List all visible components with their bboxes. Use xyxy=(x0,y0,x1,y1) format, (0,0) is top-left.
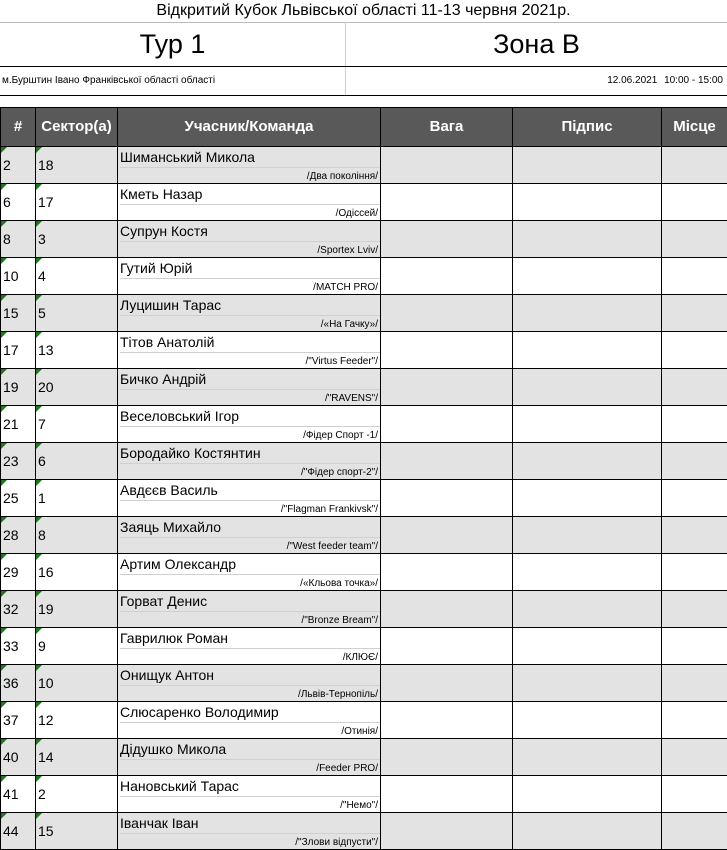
info-divider xyxy=(345,67,346,95)
team-name: /"RAVENS"/ xyxy=(325,393,378,404)
participant-cell xyxy=(118,517,381,554)
participant-name: Гаврилюк Роман xyxy=(120,630,228,646)
table-row xyxy=(1,480,727,517)
place-cell[interactable] xyxy=(662,554,727,591)
participant-name: Дідушко Микола xyxy=(120,741,226,757)
team-name: /Львів-Тернопіль/ xyxy=(298,689,378,700)
team-name: /"Flagman Frankivsk"/ xyxy=(281,504,378,515)
weight-cell[interactable] xyxy=(381,480,513,517)
table-header-row xyxy=(1,108,727,147)
zone-label: Зона В xyxy=(346,22,727,66)
place-cell[interactable] xyxy=(662,406,727,443)
participant-name: Бородайко Костянтин xyxy=(120,445,261,461)
table-row xyxy=(1,147,727,184)
name-underline xyxy=(120,426,380,427)
signature-cell[interactable] xyxy=(513,739,662,776)
weight-cell[interactable] xyxy=(381,628,513,665)
table-row xyxy=(1,258,727,295)
signature-cell[interactable] xyxy=(513,776,662,813)
sector-number: 15 xyxy=(36,813,118,850)
sector-number: 14 xyxy=(36,739,118,776)
name-underline xyxy=(120,722,380,723)
place-cell[interactable] xyxy=(662,665,727,702)
place-cell[interactable] xyxy=(662,221,727,258)
participant-number: 33 xyxy=(1,628,36,665)
sector-number: 13 xyxy=(36,332,118,369)
table-row xyxy=(1,406,727,443)
participant-number: 6 xyxy=(1,184,36,221)
participant-name: Заяць Михайло xyxy=(120,519,221,535)
date-time xyxy=(603,75,723,86)
name-underline xyxy=(120,278,380,279)
participant-name: Іванчак Іван xyxy=(120,815,198,831)
participant-cell xyxy=(118,776,381,813)
participant-cell xyxy=(118,406,381,443)
sector-number: 20 xyxy=(36,369,118,406)
participant-number: 15 xyxy=(1,295,36,332)
name-underline xyxy=(120,648,380,649)
participant-number: 29 xyxy=(1,554,36,591)
page-title: Відкритий Кубок Львівської області 11-13 червня 2021р. xyxy=(0,0,727,23)
sector-number: 9 xyxy=(36,628,118,665)
info-row xyxy=(0,67,727,96)
table-row xyxy=(1,369,727,406)
place-cell[interactable] xyxy=(662,332,727,369)
signature-cell[interactable] xyxy=(513,554,662,591)
table-row xyxy=(1,554,727,591)
participant-number: 17 xyxy=(1,332,36,369)
participant-name: Авдєєв Василь xyxy=(120,482,218,498)
participant-name: Кметь Назар xyxy=(120,186,202,202)
participant-name: Слюсаренко Володимир xyxy=(120,704,279,720)
table-row xyxy=(1,221,727,258)
table-row xyxy=(1,628,727,665)
team-name: /«На Гачку»/ xyxy=(321,319,378,330)
team-name: /"Bronze Bream"/ xyxy=(301,615,378,626)
signature-cell[interactable] xyxy=(513,628,662,665)
participant-number: 10 xyxy=(1,258,36,295)
signature-cell[interactable] xyxy=(513,258,662,295)
date-text: 12.06.2021 xyxy=(607,75,657,86)
table-row xyxy=(1,665,727,702)
place-cell[interactable] xyxy=(662,702,727,739)
team-name: /"Фідер спорт-2"/ xyxy=(301,467,378,478)
participant-cell xyxy=(118,443,381,480)
signature-cell[interactable] xyxy=(513,665,662,702)
team-name: /"Злови відпусти"/ xyxy=(295,837,378,848)
place-cell[interactable] xyxy=(662,480,727,517)
column-header-signature: Підпис xyxy=(513,108,662,147)
sector-number: 1 xyxy=(36,480,118,517)
participant-number: 44 xyxy=(1,813,36,850)
team-name: /Отинія/ xyxy=(341,726,378,737)
table-row xyxy=(1,332,727,369)
sector-number: 17 xyxy=(36,184,118,221)
participant-number: 40 xyxy=(1,739,36,776)
place-cell[interactable] xyxy=(662,295,727,332)
place-cell[interactable] xyxy=(662,369,727,406)
name-underline xyxy=(120,352,380,353)
participant-cell xyxy=(118,480,381,517)
weight-cell[interactable] xyxy=(381,295,513,332)
participant-number: 37 xyxy=(1,702,36,739)
signature-cell[interactable] xyxy=(513,147,662,184)
participant-name: Бичко Андрій xyxy=(120,371,206,387)
signature-cell[interactable] xyxy=(513,406,662,443)
participant-number: 8 xyxy=(1,221,36,258)
column-header-sector: Сектор(а) xyxy=(36,108,118,147)
team-name: /Feeder PRO/ xyxy=(316,763,378,774)
signature-cell[interactable] xyxy=(513,702,662,739)
team-name: /Два покоління/ xyxy=(307,171,378,182)
participant-cell xyxy=(118,258,381,295)
participant-cell xyxy=(118,554,381,591)
table-row xyxy=(1,591,727,628)
place-cell[interactable] xyxy=(662,443,727,480)
signature-cell[interactable] xyxy=(513,332,662,369)
weight-cell[interactable] xyxy=(381,443,513,480)
weight-cell[interactable] xyxy=(381,258,513,295)
name-underline xyxy=(120,167,380,168)
participant-name: Нановський Тарас xyxy=(120,778,239,794)
name-underline xyxy=(120,315,380,316)
name-underline xyxy=(120,500,380,501)
place-cell[interactable] xyxy=(662,591,727,628)
sector-number: 16 xyxy=(36,554,118,591)
sector-number: 18 xyxy=(36,147,118,184)
name-underline xyxy=(120,537,380,538)
weight-cell[interactable] xyxy=(381,776,513,813)
column-header-participant: Учасник/Команда xyxy=(118,108,381,147)
sector-number: 19 xyxy=(36,591,118,628)
signature-cell[interactable] xyxy=(513,591,662,628)
team-name: /"Virtus Feeder"/ xyxy=(306,356,379,367)
participant-name: Тітов Анатолій xyxy=(120,334,214,350)
place-cell[interactable] xyxy=(662,776,727,813)
participant-name: Луцишин Тарас xyxy=(120,297,221,313)
team-name: /Одіссей/ xyxy=(336,208,378,219)
participant-number: 36 xyxy=(1,665,36,702)
sector-number: 5 xyxy=(36,295,118,332)
column-header-weight: Вага xyxy=(381,108,513,147)
place-cell[interactable] xyxy=(662,184,727,221)
table-row xyxy=(1,517,727,554)
time-text: 10:00 - 15:00 xyxy=(664,75,723,86)
weight-cell[interactable] xyxy=(381,332,513,369)
weight-cell[interactable] xyxy=(381,702,513,739)
weight-cell[interactable] xyxy=(381,184,513,221)
participant-cell xyxy=(118,221,381,258)
table-row xyxy=(1,443,727,480)
sector-number: 3 xyxy=(36,221,118,258)
sector-number: 12 xyxy=(36,702,118,739)
table-row xyxy=(1,739,727,776)
weight-cell[interactable] xyxy=(381,369,513,406)
name-underline xyxy=(120,833,380,834)
name-underline xyxy=(120,204,380,205)
name-underline xyxy=(120,241,380,242)
participant-cell xyxy=(118,332,381,369)
signature-cell[interactable] xyxy=(513,184,662,221)
participant-name: Онищук Антон xyxy=(120,667,214,683)
column-header-number: # xyxy=(1,108,36,147)
location-text: м.Бурштин Івано Франківської області області xyxy=(2,75,215,86)
weight-cell[interactable] xyxy=(381,517,513,554)
weight-cell[interactable] xyxy=(381,406,513,443)
place-cell[interactable] xyxy=(662,147,727,184)
participant-name: Веселовський Ігор xyxy=(120,408,239,424)
name-underline xyxy=(120,611,380,612)
name-underline xyxy=(120,759,380,760)
participant-name: Артим Олександр xyxy=(120,556,236,572)
round-label: Тур 1 xyxy=(0,22,346,66)
signature-cell[interactable] xyxy=(513,480,662,517)
weight-cell[interactable] xyxy=(381,665,513,702)
place-cell[interactable] xyxy=(662,739,727,776)
place-cell[interactable] xyxy=(662,813,727,850)
participant-number: 25 xyxy=(1,480,36,517)
participant-cell xyxy=(118,628,381,665)
team-name: /Фідер Спорт -1/ xyxy=(303,430,378,441)
sector-number: 10 xyxy=(36,665,118,702)
participant-cell xyxy=(118,813,381,850)
table-row xyxy=(1,776,727,813)
sector-number: 7 xyxy=(36,406,118,443)
signature-cell[interactable] xyxy=(513,221,662,258)
weight-cell[interactable] xyxy=(381,739,513,776)
round-zone-row xyxy=(0,22,727,67)
participant-name: Гутий Юрій xyxy=(120,260,192,276)
participant-cell xyxy=(118,369,381,406)
participant-number: 2 xyxy=(1,147,36,184)
weight-cell[interactable] xyxy=(381,813,513,850)
signature-cell[interactable] xyxy=(513,517,662,554)
place-cell[interactable] xyxy=(662,628,727,665)
sector-number: 4 xyxy=(36,258,118,295)
participant-cell xyxy=(118,702,381,739)
team-name: /"West feeder team"/ xyxy=(287,541,378,552)
sector-number: 2 xyxy=(36,776,118,813)
team-name: /КЛЮЄ/ xyxy=(343,652,378,663)
name-underline xyxy=(120,463,380,464)
team-name: /MATCH PRO/ xyxy=(313,282,378,293)
table-row xyxy=(1,295,727,332)
participant-name: Горват Денис xyxy=(120,593,207,609)
signature-cell[interactable] xyxy=(513,813,662,850)
participant-number: 21 xyxy=(1,406,36,443)
participant-cell xyxy=(118,295,381,332)
team-name: /«Кльова точка»/ xyxy=(300,578,378,589)
participant-name: Супрун Костя xyxy=(120,223,208,239)
weight-cell[interactable] xyxy=(381,591,513,628)
name-underline xyxy=(120,685,380,686)
table-row xyxy=(1,184,727,221)
name-underline xyxy=(120,796,380,797)
weight-cell[interactable] xyxy=(381,221,513,258)
participant-cell xyxy=(118,665,381,702)
participant-number: 28 xyxy=(1,517,36,554)
participant-number: 32 xyxy=(1,591,36,628)
column-header-place: Місце xyxy=(662,108,727,147)
signature-cell[interactable] xyxy=(513,369,662,406)
participant-cell xyxy=(118,147,381,184)
participant-cell xyxy=(118,591,381,628)
participant-cell xyxy=(118,739,381,776)
participant-number: 23 xyxy=(1,443,36,480)
signature-cell[interactable] xyxy=(513,443,662,480)
sector-number: 8 xyxy=(36,517,118,554)
name-underline xyxy=(120,389,380,390)
place-cell[interactable] xyxy=(662,517,727,554)
team-name: /Sportex Lviv/ xyxy=(317,245,378,256)
team-name: /"Немо"/ xyxy=(340,800,378,811)
signature-cell[interactable] xyxy=(513,295,662,332)
participant-number: 19 xyxy=(1,369,36,406)
weight-cell[interactable] xyxy=(381,147,513,184)
name-underline xyxy=(120,574,380,575)
sector-number: 6 xyxy=(36,443,118,480)
participant-cell xyxy=(118,184,381,221)
participant-number: 41 xyxy=(1,776,36,813)
place-cell[interactable] xyxy=(662,258,727,295)
weight-cell[interactable] xyxy=(381,554,513,591)
participant-name: Шиманський Микола xyxy=(120,149,255,165)
results-table xyxy=(0,107,727,850)
table-row xyxy=(1,702,727,739)
table-row xyxy=(1,813,727,850)
